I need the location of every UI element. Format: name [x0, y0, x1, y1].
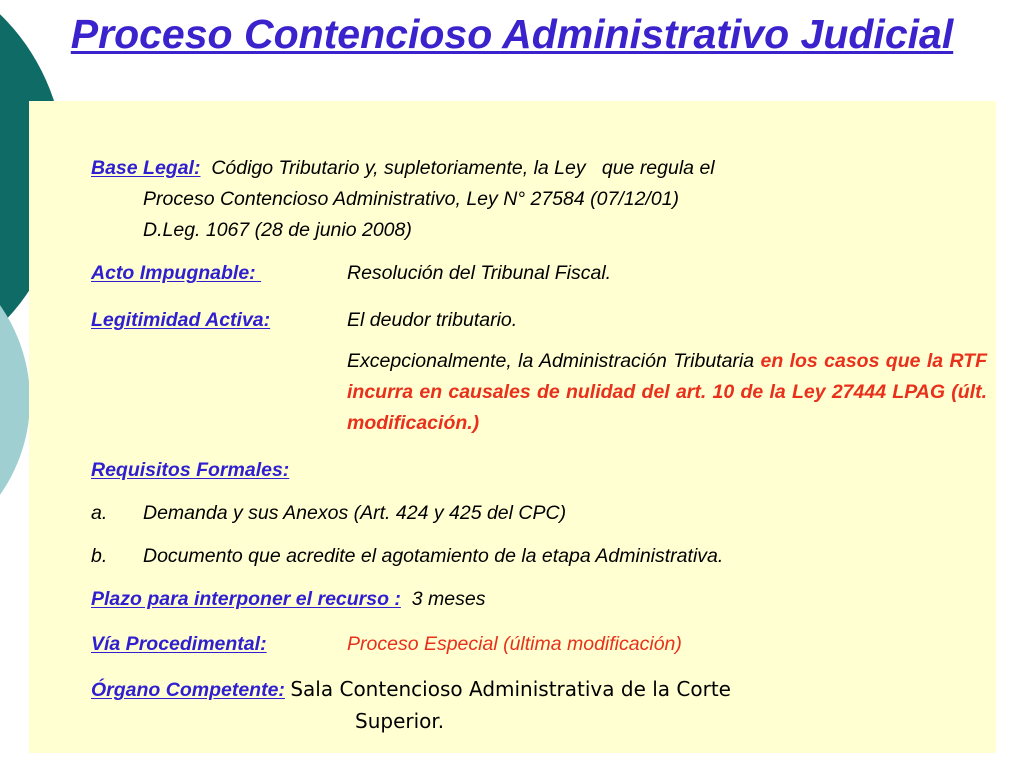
requisitos-heading — [91, 455, 991, 486]
via-procedimental-value: Proceso Especial (última modificación) — [347, 633, 682, 655]
content-panel — [29, 101, 996, 753]
requisitos-label: Requisitos Formales: — [91, 459, 290, 481]
legitimidad-exception — [347, 346, 987, 439]
exception-prefix: Excepcionalmente, la Administración Tributaria — [347, 350, 761, 372]
slide-content — [91, 153, 991, 737]
plazo-label: Plazo para interponer el recurso : — [91, 588, 401, 610]
list-marker: a. — [91, 502, 108, 524]
legitimidad-activa-value: El deudor tributario. — [347, 309, 518, 331]
base-legal-label: Base Legal: — [91, 157, 201, 179]
slide-title: Proceso Contencioso Administrativo Judicial — [70, 11, 954, 57]
base-legal-text-3: D.Leg. 1067 (28 de junio 2008) — [143, 219, 412, 241]
organo-competente-value-2: Superior. — [355, 709, 445, 733]
organo-competente-label: Órgano Competente: — [91, 679, 285, 701]
via-procedimental-label: Vía Procedimental: — [91, 633, 267, 655]
organo-competente-value-1: Sala Contencioso Administrativa de la Corte — [290, 677, 731, 701]
list-item-text: Demanda y sus Anexos (Art. 424 y 425 del CPC) — [143, 502, 567, 524]
list-marker: b. — [91, 545, 108, 567]
list-item-text: Documento que acredite el agotamiento de la etapa Administrativa. — [143, 545, 724, 567]
exception-emphasis: en los casos que la RTF incurra en causales de nulidad del art. 10 de la Ley 27444 LPAG (últ. modificación.) — [347, 350, 987, 434]
acto-impugnable-label: Acto Impugnable: — [91, 262, 262, 284]
acto-impugnable-row — [91, 258, 991, 289]
legitimidad-activa-label: Legitimidad Activa: — [91, 309, 271, 331]
base-legal-text-2: Proceso Contencioso Administrativo, Ley N° 27584 (07/12/01) — [143, 188, 680, 210]
base-legal-text-1: Código Tributario y, supletoriamente, la Ley que regula el — [211, 157, 715, 179]
legitimidad-activa-row — [91, 305, 991, 336]
list-item — [91, 541, 991, 572]
plazo-row — [91, 584, 991, 615]
base-legal-paragraph — [91, 153, 991, 246]
acto-impugnable-value: Resolución del Tribunal Fiscal. — [347, 262, 612, 284]
organo-competente-row — [91, 674, 991, 737]
plazo-value: 3 meses — [411, 588, 486, 610]
via-procedimental-row — [91, 629, 991, 660]
list-item — [91, 498, 991, 529]
